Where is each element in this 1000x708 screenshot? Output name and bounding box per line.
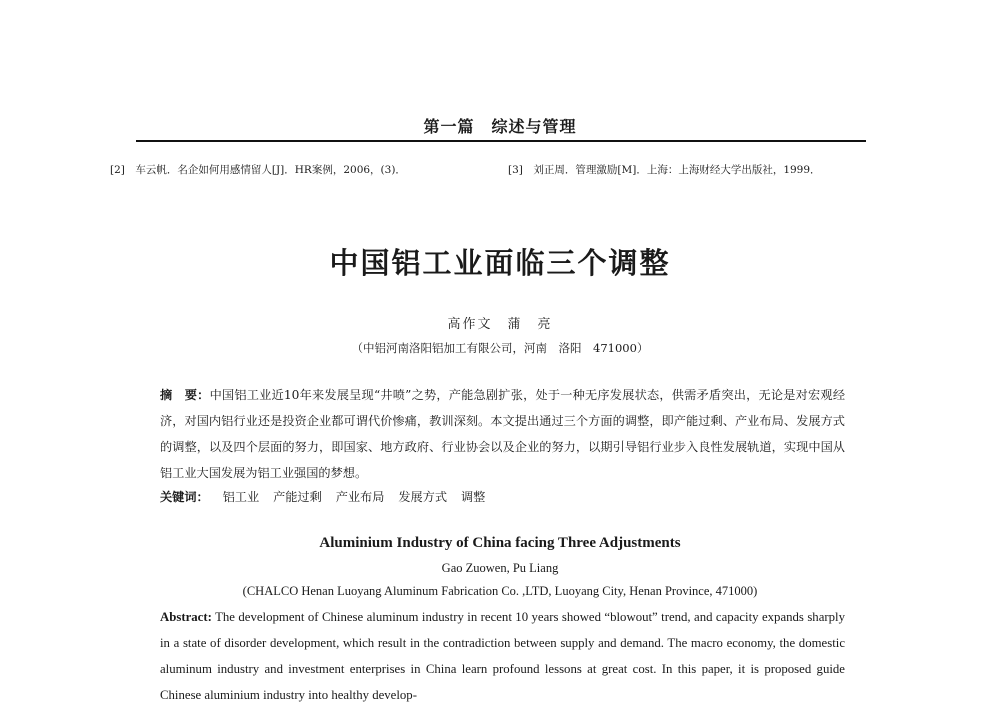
abstract-zh-label: 摘 要： [160, 388, 210, 402]
authors-en: Gao Zuowen, Pu Liang [441, 561, 559, 575]
keyword: 发展方式 [398, 490, 448, 504]
section-header-title: 第一篇 综述与管理 [423, 117, 577, 136]
abstract-en-text: The development of Chinese aluminum industry in recent 10 years showed “blowout” trend, and capacity expands sharply in a state of disorder development, which result in the contradiction between supply and demand. The macro economy, the domestic aluminum industry and investment enterprises in China learn profound lessons at great cost. In this paper, it is proposed guide Chinese aluminium industry into healthy develop- [160, 610, 845, 702]
abstract-en-label: Abstract: [160, 610, 212, 624]
affiliation-zh: （中铝河南洛阳铝加工有限公司，河南 洛阳 471000） [351, 341, 649, 355]
reference-item: [2] 车云帆．名企如何用感情留人[J]．HR案例，2006，(3)． [110, 164, 406, 176]
affiliation-en: (CHALCO Henan Luoyang Aluminum Fabrication Co. ,LTD, Luoyang City, Henan Province, 471000) [242, 584, 758, 598]
keyword: 调整 [460, 490, 486, 504]
abstract-zh-text: 中国铝工业近10年来发展呈现“井喷”之势，产能急剧扩张，处于一种无序发展状态，供需矛盾突出，无论是对宏观经济，对国内铝行业还是投资企业都可谓代价惨痛，教训深刻。本文提出通过三个方面的调整，即产能过剩、产业布局、发展方式的调整，以及四个层面的努力，即国家、地方政府、行业协会以及企业的努力，以期引导铝行业步入良性发展轨道，实现中国从铝工业大国发展为铝工业强国的梦想。 [160, 388, 846, 480]
keyword: 铝工业 [222, 490, 260, 504]
article-title-zh: 中国铝工业面临三个调整 [329, 246, 671, 280]
keywords-zh [160, 486, 845, 508]
keywords-zh-label: 关键词： [160, 490, 209, 504]
abstract-zh [160, 382, 845, 486]
article-title-en: Aluminium Industry of China facing Three Adjustments [319, 535, 681, 551]
header-divider [136, 140, 866, 142]
keyword: 产业布局 [335, 490, 385, 504]
authors-zh: 高作文 蒲 亮 [447, 317, 553, 332]
reference-item: [3] 刘正周．管理激励[M]．上海：上海财经大学出版社，1999． [508, 164, 821, 176]
abstract-en [160, 604, 845, 708]
keyword: 产能过剩 [273, 490, 322, 504]
